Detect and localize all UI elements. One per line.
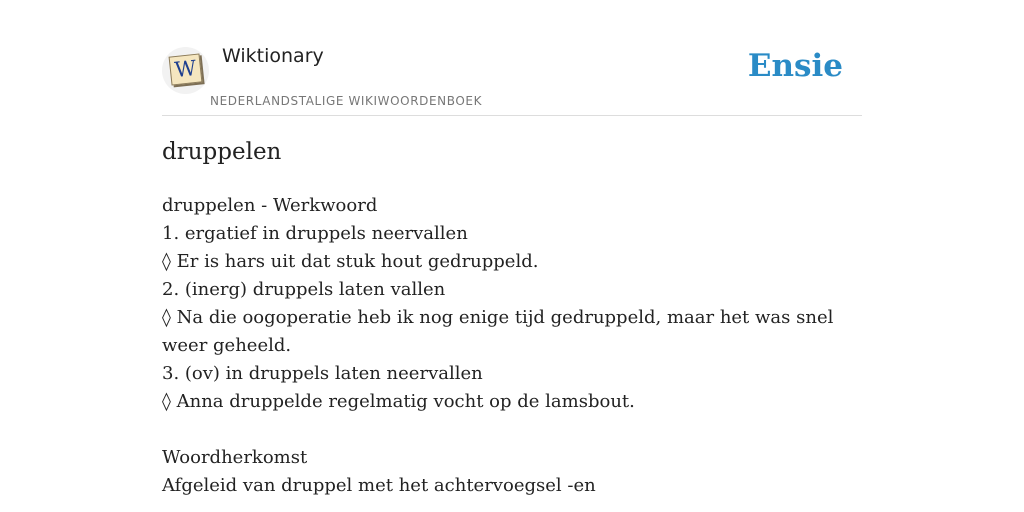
example-2: ◊ Na die oogoperatie heb ik nog enige tijd gedruppeld, maar het was snel weer geheeld. — [162, 307, 834, 356]
definition-2: 2. (inerg) druppels laten vallen — [162, 279, 446, 300]
entry-content — [162, 192, 852, 500]
etymology-heading: Woordherkomst — [162, 447, 308, 468]
entry-heading: druppelen - Werkwoord — [162, 195, 378, 216]
spacer — [162, 416, 852, 444]
site-name[interactable]: Wiktionary — [222, 45, 324, 67]
ensie-brand-logo[interactable]: Ensie — [747, 48, 843, 84]
w-tile-icon: W — [169, 53, 203, 85]
definition-3: 3. (ov) in druppels laten neervallen — [162, 363, 483, 384]
example-3: ◊ Anna druppelde regelmatig vocht op de lamsbout. — [162, 391, 635, 412]
header — [162, 0, 862, 116]
etymology-text: Afgeleid van druppel met het achtervoegsel -en — [162, 475, 596, 496]
wiktionary-logo[interactable] — [162, 47, 209, 94]
page-title: druppelen — [162, 139, 282, 165]
definition-1: 1. ergatief in druppels neervallen — [162, 223, 468, 244]
example-1: ◊ Er is hars uit dat stuk hout gedruppeld. — [162, 251, 539, 272]
site-subtitle: NEDERLANDSTALIGE WIKIWOORDENBOEK — [210, 94, 483, 108]
